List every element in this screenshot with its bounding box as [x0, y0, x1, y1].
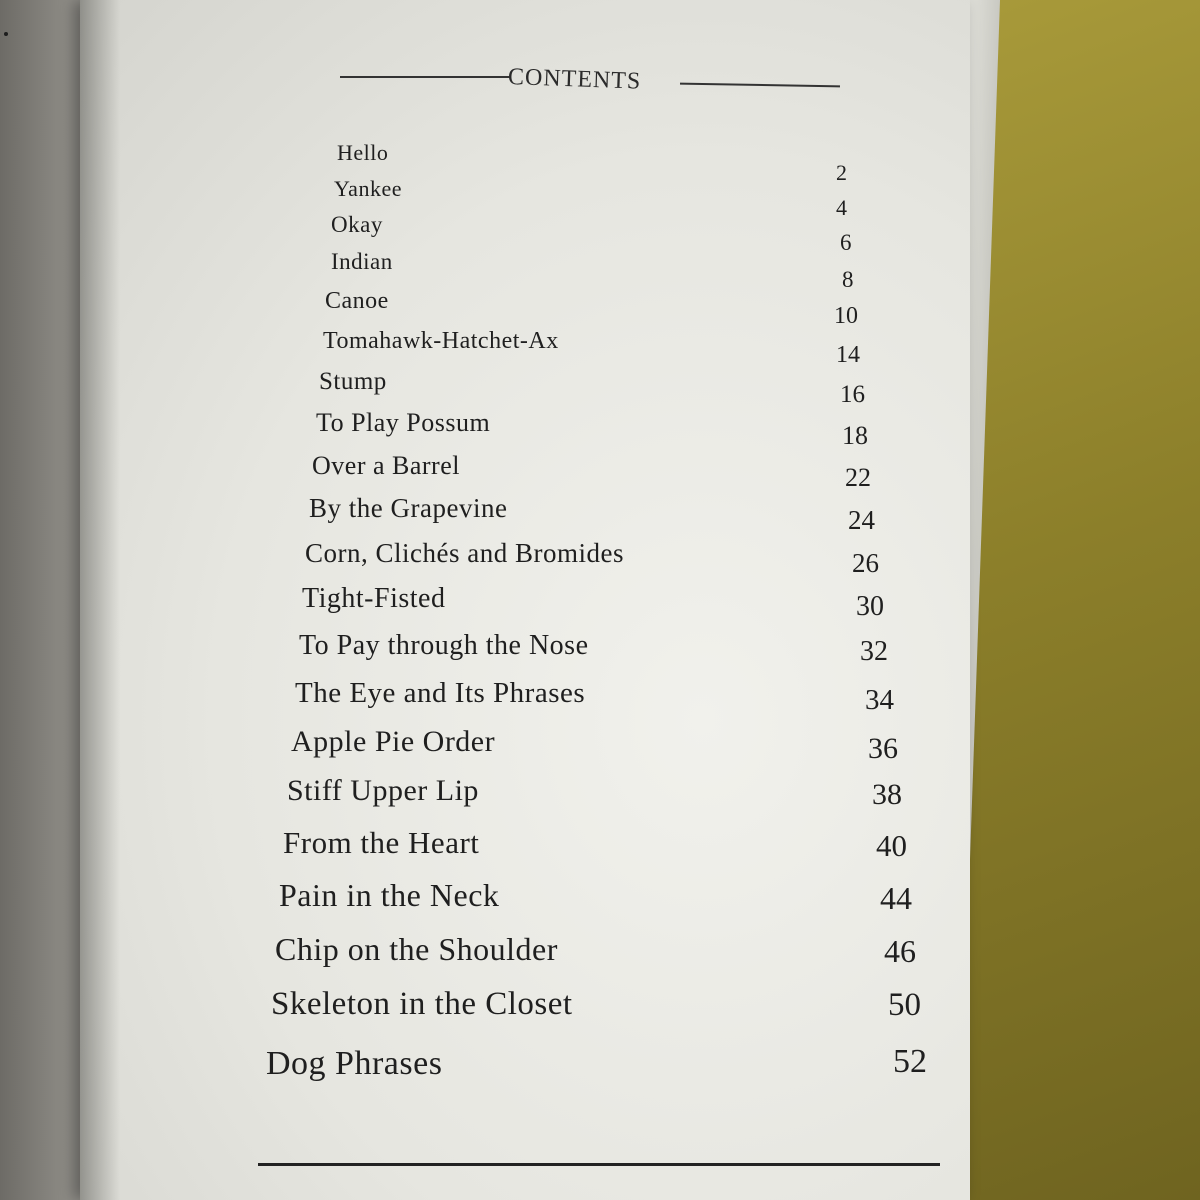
toc-entry-title: Okay: [331, 212, 383, 237]
toc-entry-page: 36: [868, 732, 898, 765]
header-rule-left: [340, 76, 510, 78]
toc-entry-page: 32: [860, 636, 888, 667]
toc-entry-title: Corn, Clichés and Bromides: [305, 538, 624, 568]
table-surface: [960, 0, 1200, 1200]
toc-entry-page: 46: [884, 933, 916, 969]
toc-entry-page: 50: [888, 987, 921, 1023]
toc-entry-page: 2: [836, 160, 847, 185]
bottom-rule: [258, 1163, 940, 1166]
toc-entry-title: Stump: [319, 368, 387, 395]
toc-entry-page: 16: [840, 381, 865, 408]
toc-entry-title: By the Grapevine: [309, 493, 508, 523]
toc-entry-page: 14: [836, 342, 860, 368]
toc-entry-title: Tight-Fisted: [302, 583, 446, 614]
toc-entry-title: The Eye and Its Phrases: [295, 677, 586, 709]
contents-heading: CONTENTS: [507, 64, 642, 95]
toc-entry-page: 22: [845, 463, 871, 492]
toc-entry-page: 30: [856, 591, 884, 622]
show-through: [650, 140, 850, 740]
toc-entry-page: 24: [848, 505, 875, 535]
toc-entry-page: 10: [834, 303, 858, 329]
toc-entry-page: 26: [852, 548, 879, 578]
toc-entry-title: Pain in the Neck: [279, 877, 500, 913]
toc-entry-page: 4: [836, 195, 847, 220]
header-rule-right: [680, 83, 840, 88]
toc-entry-title: To Play Possum: [316, 408, 491, 437]
toc-entry-page: 18: [842, 421, 868, 450]
toc-entry-title: Hello: [337, 140, 389, 165]
toc-entry-title: Canoe: [325, 288, 389, 314]
toc-entry-title: Over a Barrel: [312, 451, 460, 480]
toc-entry-title: Yankee: [334, 176, 402, 201]
toc-entry-page: 8: [842, 267, 854, 292]
toc-entry-title: From the Heart: [283, 825, 480, 860]
toc-entry-page: 44: [880, 880, 912, 916]
toc-entry-page: 34: [865, 684, 894, 716]
toc-entry-title: Skeleton in the Closet: [271, 986, 573, 1022]
toc-entry-title: Stiff Upper Lip: [287, 774, 479, 807]
toc-entry-page: 38: [872, 778, 902, 811]
toc-entry-title: To Pay through the Nose: [299, 630, 589, 661]
toc-entry-page: 6: [840, 230, 852, 255]
toc-entry-title: Apple Pie Order: [291, 725, 496, 758]
toc-entry-page: 52: [893, 1043, 927, 1080]
gutter-shadow: [80, 0, 120, 1200]
toc-entry-title: Dog Phrases: [266, 1045, 443, 1082]
toc-entry-title: Indian: [331, 249, 393, 274]
toc-entry-title: Chip on the Shoulder: [275, 931, 558, 967]
contents-header: [340, 62, 840, 102]
toc-entry-title: Tomahawk-Hatchet-Ax: [323, 328, 559, 354]
toc-entry-page: 40: [876, 828, 907, 863]
speck: [4, 32, 8, 36]
